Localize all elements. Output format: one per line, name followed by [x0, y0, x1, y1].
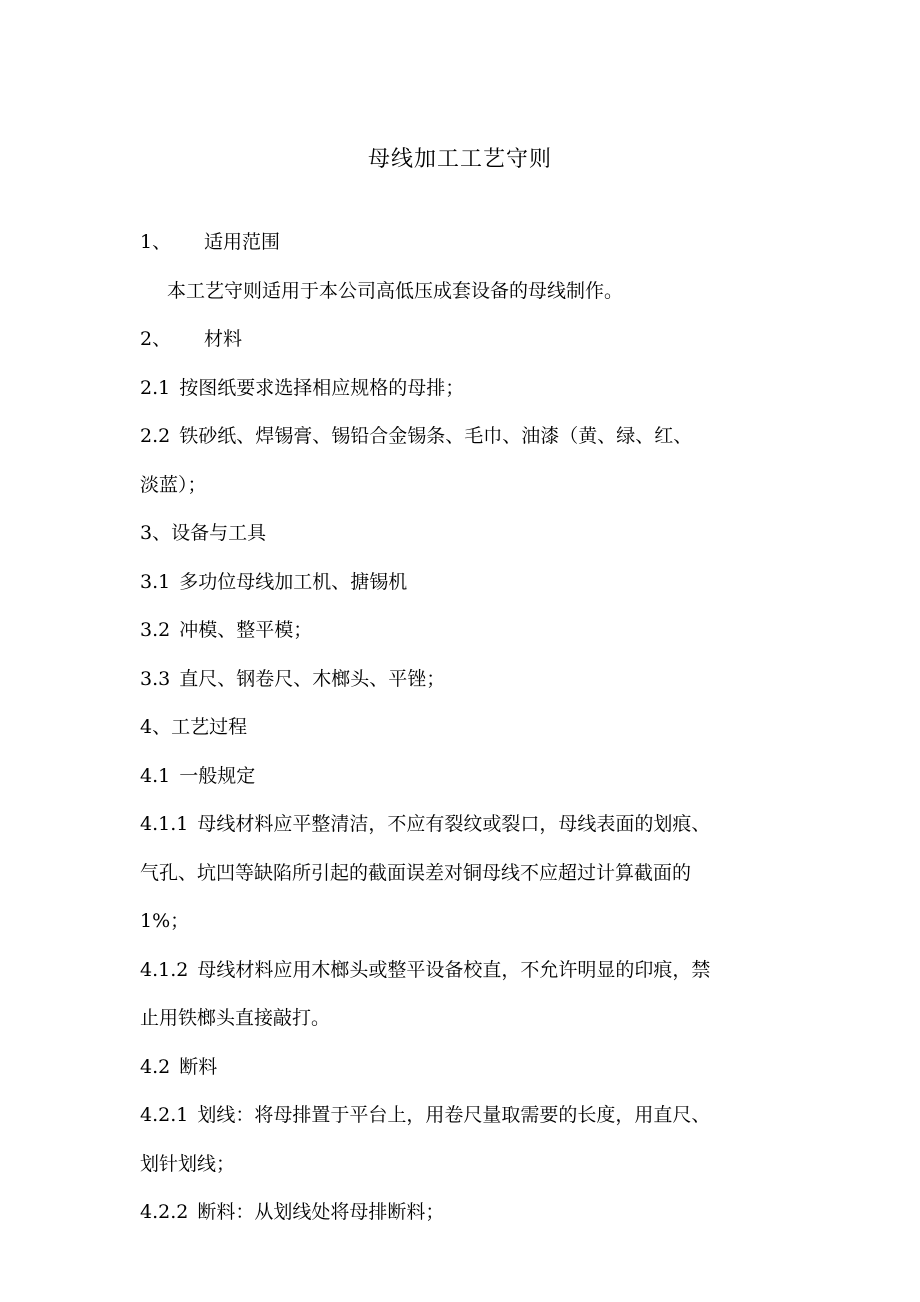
section-heading: [140, 703, 780, 752]
continuation-text: 1%；: [140, 910, 190, 932]
clause-text: 冲模、整平模；: [179, 619, 313, 641]
continuation-line: [140, 897, 780, 946]
clause-text: 一般规定: [179, 764, 256, 787]
clause-line: [140, 1043, 780, 1092]
continuation-line: [140, 1140, 780, 1189]
section-number: 2、: [140, 328, 172, 350]
document-title: 母线加工工艺守则: [367, 147, 552, 172]
section-heading: [140, 315, 780, 364]
clause-text: 母线材料应平整清洁，不应有裂纹或裂口，母线表面的划痕、: [197, 813, 711, 835]
continuation-text: 止用铁榔头直接敲打。: [140, 1007, 331, 1029]
clause-line: [140, 364, 780, 413]
clause-text: 多功位母线加工机、搪锡机: [179, 570, 408, 593]
clause-text: 划线：将母排置于平台上，用卷尺量取需要的长度，用直尺、: [197, 1104, 711, 1126]
section-number: 1、: [140, 231, 172, 253]
section-text: 4、工艺过程: [140, 716, 248, 738]
clause-line: [140, 1091, 780, 1140]
clause-text: 直尺、钢卷尺、木榔头、平锉；: [179, 667, 446, 690]
clause-line: [140, 1188, 780, 1237]
continuation-text: 划针划线；: [140, 1152, 236, 1175]
clause-line: [140, 800, 780, 849]
section-heading: [140, 218, 780, 267]
continuation-line: [140, 849, 780, 898]
clause-number: 4.2.1: [140, 1104, 189, 1126]
continuation-text: 淡蓝）；: [140, 473, 207, 496]
clause-line: [140, 752, 780, 801]
clause-number: 4.2.2: [140, 1201, 189, 1223]
clause-number: 2.2: [140, 425, 171, 447]
clause-text: 断料: [179, 1055, 218, 1078]
continuation-line: [140, 994, 780, 1043]
clause-line: [140, 558, 780, 607]
clause-number: 4.1.2: [140, 958, 189, 981]
section-text: 适用范围: [204, 231, 281, 253]
clause-number: 3.2: [140, 619, 171, 641]
clause-line: [140, 606, 780, 655]
clause-text: 母线材料应用木榔头或整平设备校直，不允许明显的印痕，禁: [197, 958, 711, 981]
document-body: [140, 218, 780, 1237]
clause-text: 铁砂纸、焊锡膏、锡铅合金锡条、毛巾、油漆（黄、绿、红、: [179, 425, 693, 447]
clause-number: 4.1.1: [140, 813, 189, 835]
section-heading: [140, 509, 780, 558]
clause-text: 按图纸要求选择相应规格的母排；: [179, 376, 465, 399]
clause-number: 2.1: [140, 376, 171, 399]
clause-text: 断料：从划线处将母排断料；: [197, 1201, 445, 1223]
continuation-line: [140, 461, 780, 510]
clause-number: 3.1: [140, 570, 171, 593]
clause-number: 4.2: [140, 1055, 171, 1078]
paragraph-text: 本工艺守则适用于本公司高低压成套设备的母线制作。: [167, 279, 624, 302]
clause-line: [140, 946, 780, 995]
clause-number: 3.3: [140, 667, 171, 690]
paragraph-line: [140, 267, 780, 316]
section-text: 材料: [204, 328, 243, 350]
continuation-text: 气孔、坑凹等缺陷所引起的截面误差对铜母线不应超过计算截面的: [140, 861, 692, 884]
clause-line: [140, 655, 780, 704]
section-text: 3、设备与工具: [140, 522, 267, 544]
clause-line: [140, 412, 780, 461]
clause-number: 4.1: [140, 764, 171, 787]
